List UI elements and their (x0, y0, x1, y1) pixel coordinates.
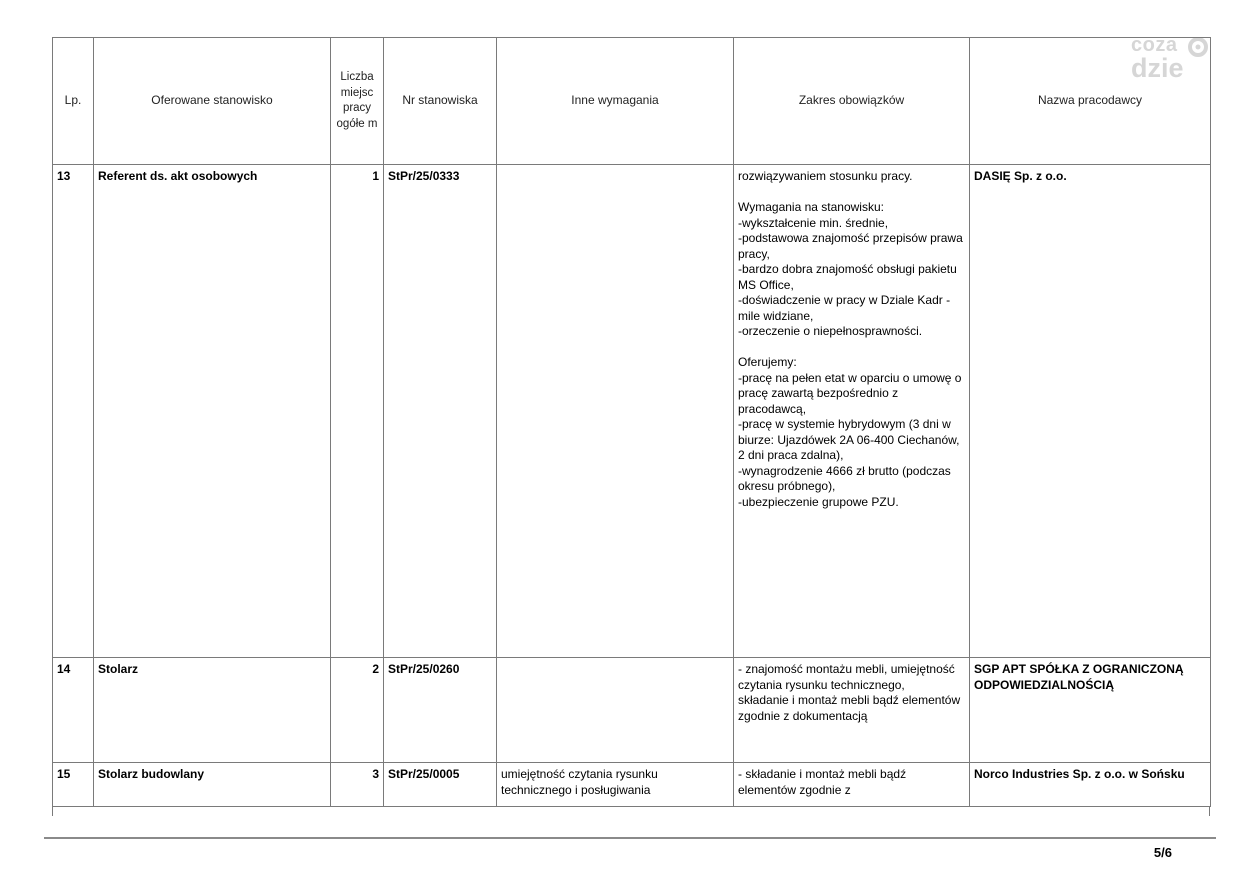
cell-count: 3 (331, 763, 384, 807)
header-other-requirements: Inne wymagania (497, 38, 734, 165)
cell-duties (734, 763, 970, 807)
cell-duties (734, 165, 970, 658)
cell-position: Referent ds. akt osobowych (94, 165, 331, 658)
cell-position: Stolarz budowlany (94, 763, 331, 807)
duties-line: - znajomość montażu mebli, umiejętność czytania rysunku technicznego, (738, 662, 955, 692)
cell-lp: 15 (53, 763, 94, 807)
table-row (53, 658, 1211, 763)
footer-divider (44, 837, 1216, 839)
table-header-row (53, 38, 1211, 165)
cell-code: StPr/25/0005 (384, 763, 497, 807)
requirement-item: -wykształcenie min. średnie, (738, 215, 889, 230)
cell-employer: Norco Industries Sp. z o.o. w Sońsku (970, 763, 1211, 807)
cell-duties (734, 658, 970, 763)
requirement-item: -bardzo dobra znajomość obsługi pakietu MS Office, (738, 262, 957, 292)
watermark-text-bottom: dzie (1131, 53, 1184, 82)
offer-item: -ubezpieczenie grupowe PZU. (738, 494, 899, 509)
requirements-title: Wymagania na stanowisku: (738, 200, 884, 214)
duties-line: - składanie i montaż mebli bądź elementów zgodnie z (738, 767, 907, 797)
header-duties: Zakres obowiązków (734, 38, 970, 165)
header-position: Oferowane stanowisko (94, 38, 331, 165)
cell-code: StPr/25/0333 (384, 165, 497, 658)
offer-title: Oferujemy: (738, 355, 797, 369)
requirement-item: -doświadczenie w pracy w Dziale Kadr - mile widziane, (738, 293, 951, 323)
cell-other-requirements (497, 658, 734, 763)
table-border-stub (1209, 806, 1210, 816)
cell-count: 1 (331, 165, 384, 658)
cell-code: StPr/25/0260 (384, 658, 497, 763)
header-employer: Nazwa pracodawcy (970, 38, 1211, 165)
cell-other-requirements (497, 165, 734, 658)
watermark-text-top: coza (1131, 34, 1178, 56)
header-code: Nr stanowiska (384, 38, 497, 165)
cell-employer: DASIĘ Sp. z o.o. (970, 165, 1211, 658)
header-count: Liczba miejsc pracy ogółe m (331, 38, 384, 165)
cell-employer: SGP APT SPÓŁKA Z OGRANICZONĄ ODPOWIEDZIALNOŚCIĄ (970, 658, 1211, 763)
offer-item: -pracę na pełen etat w oparciu o umowę o pracę zawartą bezpośrednio z pracodawcą, (738, 370, 962, 416)
job-offers-table (52, 37, 1211, 807)
offer-item: -wynagrodzenie 4666 zł brutto (podczas okresu próbnego), (738, 463, 951, 493)
duties-intro: rozwiązywaniem stosunku pracy. (738, 169, 913, 183)
table-row (53, 165, 1211, 658)
cell-other-requirements: umiejętność czytania rysunku technicznego i posługiwania (497, 763, 734, 807)
offer-item: -pracę w systemie hybrydowym (3 dni w biurze: Ujazdówek 2A 06-400 Ciechanów, 2 dni praca zdalna), (738, 417, 960, 462)
cell-position: Stolarz (94, 658, 331, 763)
cell-count: 2 (331, 658, 384, 763)
table-border-stub (52, 806, 53, 816)
requirement-item: -orzeczenie o niepełnosprawności. (738, 324, 923, 338)
duties-line: składanie i montaż mebli bądź elementów zgodnie z dokumentacją (738, 693, 961, 723)
cell-lp: 13 (53, 165, 94, 658)
requirement-item: -podstawowa znajomość przepisów prawa pracy, (738, 231, 963, 261)
cell-lp: 14 (53, 658, 94, 763)
header-lp: Lp. (53, 38, 94, 165)
table-row (53, 763, 1211, 807)
page-number: 5/6 (1153, 845, 1172, 860)
